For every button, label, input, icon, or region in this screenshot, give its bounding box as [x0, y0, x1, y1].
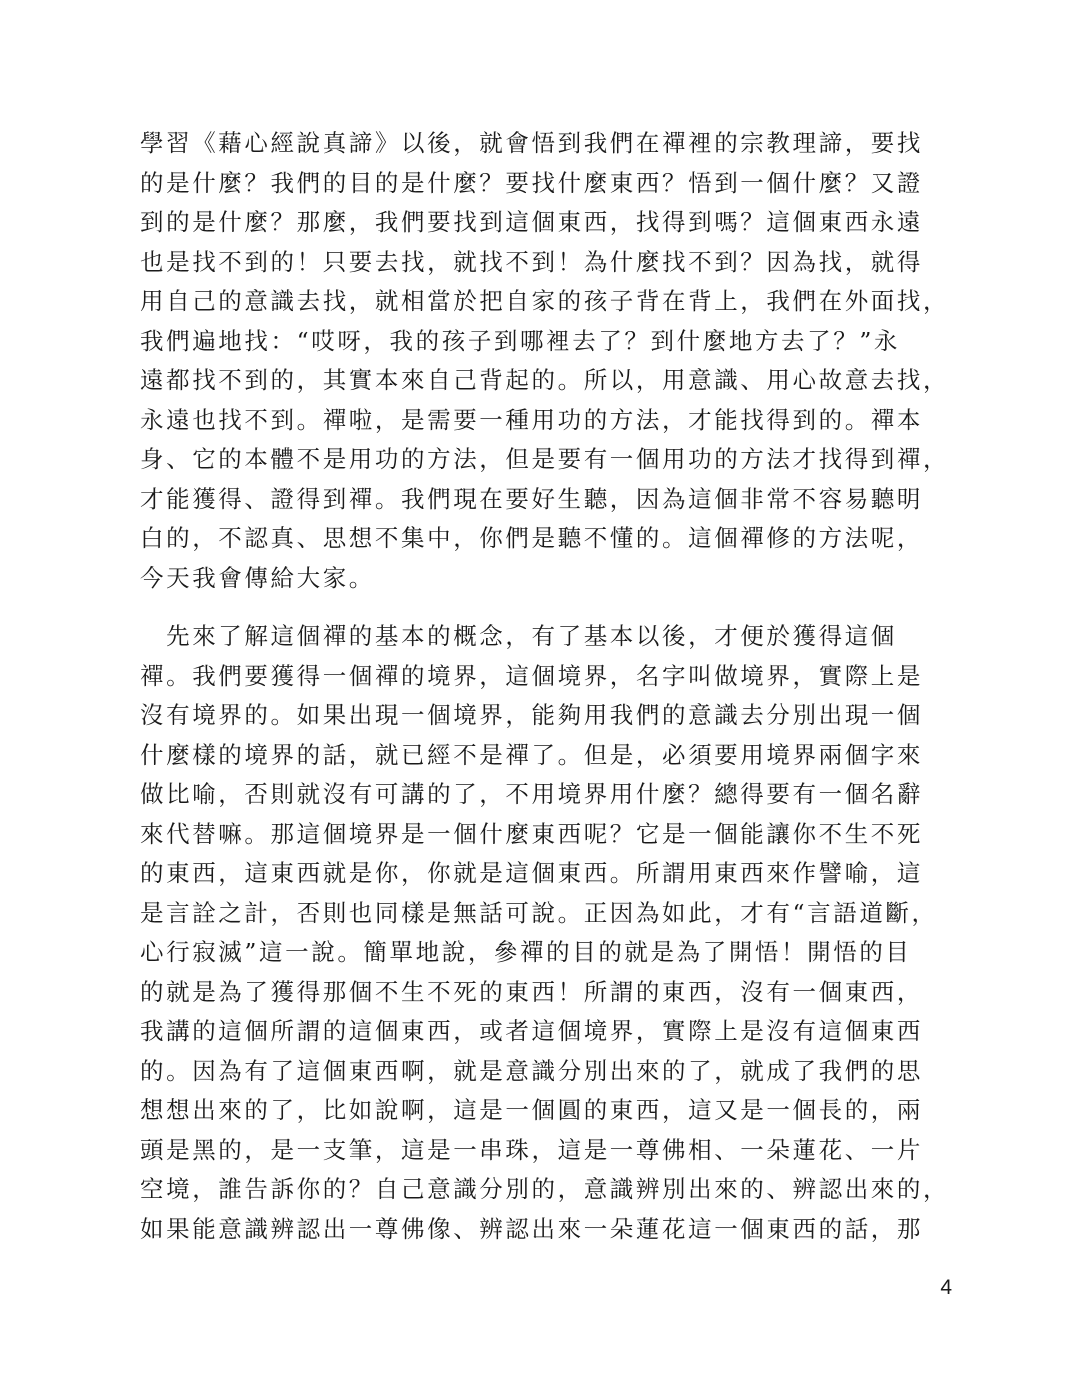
text-line: 空境，誰告訴你的？自己意識分別的，意識辨別出來的、辨認出來的， [140, 1175, 950, 1203]
text-line: 學習《藉心經說真諦》以後，就會悟到我們在禪裡的宗教理諦，要找 [140, 129, 923, 157]
text-line: 沒有境界的。如果出現一個境界，能夠用我們的意識去分別出現一個 [140, 701, 923, 729]
text-line: 的。因為有了這個東西啊，就是意識分別出來的了，就成了我們的思 [140, 1056, 923, 1085]
text-line: 頭是黑的，是一支筆，這是一串珠，這是一尊佛相、一朵蓮花、一片 [140, 1135, 923, 1164]
paragraph [140, 124, 955, 598]
body-text [140, 124, 955, 1249]
text-line: 到的是什麼？那麼，我們要找到這個東西，找得到嗎？這個東西永遠 [140, 208, 923, 236]
text-line: 的就是為了獲得那個不生不死的東西！所謂的東西，沒有一個東西， [140, 977, 923, 1006]
text-line: 心行寂滅”這一說。簡單地說，參禪的目的就是為了開悟！開悟的目 [140, 938, 912, 966]
page-number: 4 [940, 1276, 952, 1299]
text-line: 身、它的本體不是用功的方法，但是要有一個用功的方法才找得到禪， [140, 445, 950, 473]
text-line: 如果能意識辨認出一尊佛像、辨認出來一朵蓮花這一個東西的話，那 [140, 1214, 923, 1243]
text-line: 遠都找不到的，其實本來自己背起的。所以，用意識、用心故意去找， [140, 366, 950, 394]
text-line: 白的，不認真、思想不集中，你們是聽不懂的。這個禪修的方法呢， [140, 524, 923, 552]
text-line: 的是什麼？我們的目的是什麼？要找什麼東西？悟到一個什麼？又證 [140, 168, 923, 197]
text-line: 是言詮之計，否則也同樣是無話可說。正因為如此，才有“言語道斷， [140, 898, 938, 927]
text-line: 我們遍地找：“哎呀，我的孩子到哪裡去了？到什麼地方去了？”永 [140, 326, 901, 355]
paragraph-spacing [140, 598, 955, 617]
text-line: 的東西，這東西就是你，你就是這個東西。所謂用東西來作譬喻，這 [140, 859, 923, 887]
text-line: 做比喻，否則就沒有可講的了，不用境界用什麼？總得要有一個名辭 [140, 780, 923, 808]
text-line: 先來了解這個禪的基本的概念，有了基本以後，才便於獲得這個 [140, 622, 897, 650]
text-line: 來代替嘛。那這個境界是一個什麼東西呢？它是一個能讓你不生不死 [140, 819, 923, 848]
text-line: 永遠也找不到。禪啦，是需要一種用功的方法，才能找得到的。禪本 [140, 405, 923, 434]
text-line: 禪。我們要獲得一個禪的境界，這個境界，名字叫做境界，實際上是 [140, 661, 923, 690]
text-line: 什麼樣的境界的話，就已經不是禪了。但是，必須要用境界兩個字來 [140, 740, 923, 769]
text-line: 我講的這個所謂的這個東西，或者這個境界，實際上是沒有這個東西 [140, 1017, 923, 1045]
text-line: 才能獲得、證得到禪。我們現在要好生聽，因為這個非常不容易聽明 [140, 484, 923, 513]
text-line: 用自己的意識去找，就相當於把自家的孩子背在背上，我們在外面找， [140, 287, 950, 315]
paragraph [140, 617, 955, 1249]
text-line: 今天我會傳給大家。 [140, 563, 375, 592]
text-line: 也是找不到的！只要去找，就找不到！為什麼找不到？因為找，就得 [140, 247, 923, 276]
text-line: 想想出來的了，比如說啊，這是一個圓的東西，這又是一個長的，兩 [140, 1096, 923, 1124]
